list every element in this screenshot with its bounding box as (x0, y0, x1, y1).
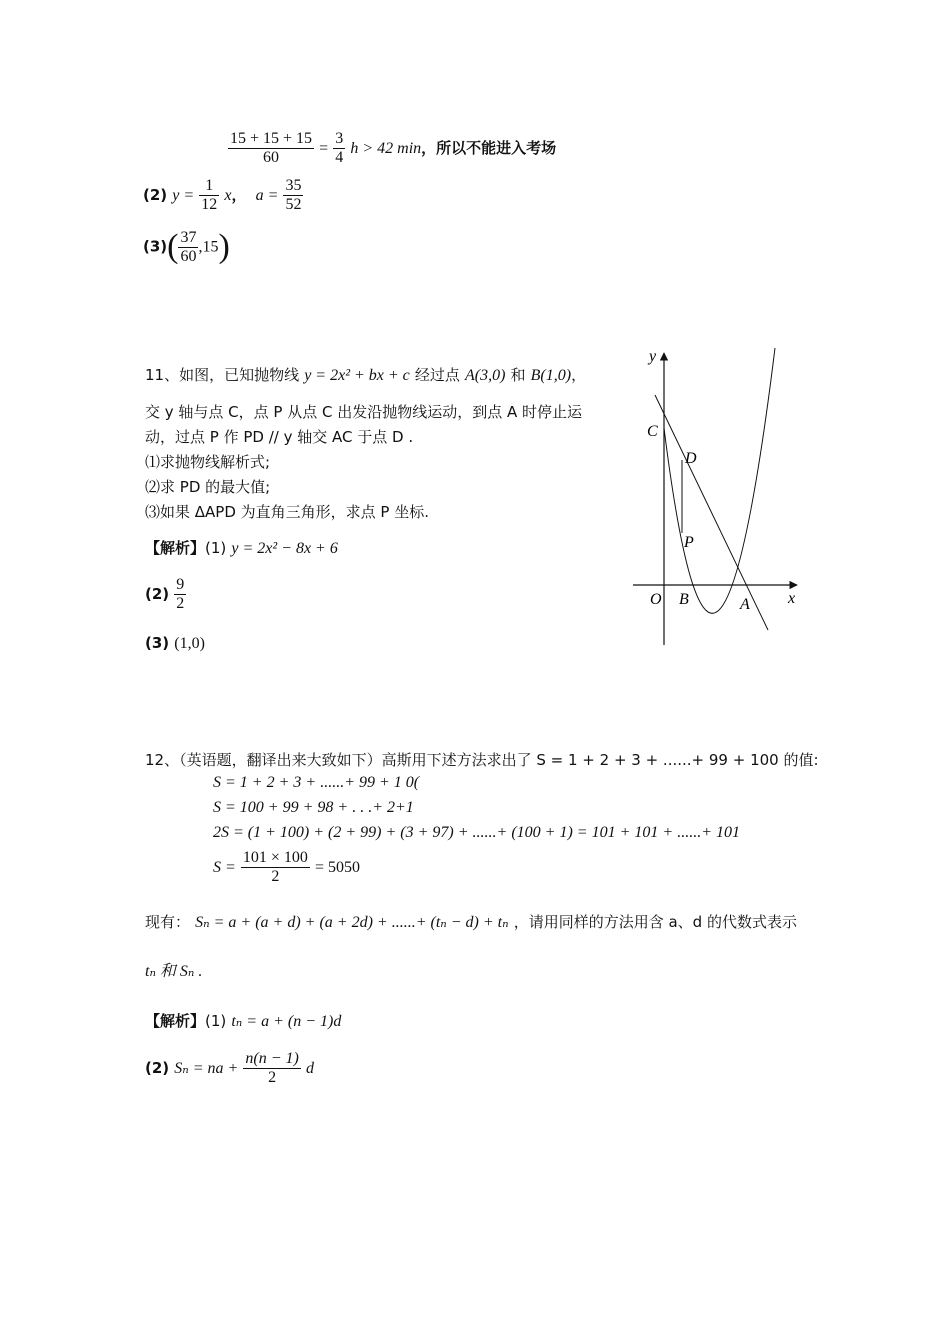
result: = 5050 (315, 859, 361, 876)
fraction (178, 229, 198, 266)
item-label: (2) (143, 186, 168, 204)
math-lhs: y = (172, 187, 195, 204)
q11-answer-3 (145, 633, 205, 653)
q12-eq-4 (213, 849, 360, 886)
q11-answer-1 (145, 537, 338, 558)
paren: ) (218, 228, 230, 265)
item-label: (2) (145, 585, 170, 603)
frac-denominator: 60 (180, 247, 197, 265)
label-o: O (650, 591, 662, 608)
q11-answer-2 (145, 576, 186, 613)
q12-answer-2 (145, 1050, 314, 1087)
comma: ， (231, 186, 247, 204)
fraction (174, 576, 186, 613)
item-label: (3) (145, 634, 170, 652)
frac-denominator: 2 (176, 595, 185, 612)
frac-numerator: 35 (285, 177, 302, 194)
q11-sub-1: ⑴求抛物线解析式; (145, 453, 271, 471)
math-text: ,15 (198, 238, 219, 256)
frac-numerator: 9 (176, 576, 185, 593)
math-var: x (224, 187, 232, 204)
top-line-1 (228, 130, 556, 167)
item-label: (1) (205, 539, 227, 557)
q11-line-2: 交 y 轴与点 C，点 P 从点 C 出发沿抛物线运动，到点 A 时停止运 (145, 403, 583, 421)
frac-denominator: 2 (271, 868, 280, 885)
frac-numerator: 15 + 15 + 15 (230, 130, 313, 147)
label-x: x (788, 590, 796, 607)
label-a: A (740, 596, 750, 613)
q12-eq-2: S = 100 + 99 + 98 + . . .+ 2+1 (213, 799, 414, 816)
frac-numerator: 1 (199, 177, 219, 196)
frac-denominator: 60 (263, 149, 280, 166)
text: 现有： (145, 913, 191, 931)
fraction (243, 1050, 300, 1087)
text: 和 (510, 366, 526, 384)
q12-eq-3: 2S = (1 + 100) + (2 + 99) + (3 + 97) + ......+ (100 + 1) = 101 + 101 + ......+ 101 (213, 824, 740, 841)
item-label: (2) (145, 1059, 170, 1077)
fraction (283, 177, 303, 214)
fraction (228, 130, 314, 167)
answer-label: 【解析】 (145, 1012, 206, 1030)
frac-denominator: 12 (201, 196, 218, 213)
math-lhs: S = (213, 859, 236, 876)
frac-numerator: 37 (180, 228, 197, 246)
series-expression: Sₙ = a + (a + d) + (a + 2d) + ......+ (tₙ − d) + tₙ (195, 914, 509, 931)
label-y: y (649, 348, 657, 365)
fraction (241, 849, 310, 886)
q12-intro (145, 749, 819, 770)
inequality: h > 42 min (350, 140, 422, 157)
answer-1: y = 2x² − 8x + 6 (231, 540, 338, 557)
top-line-2 (143, 177, 303, 214)
q11-line-1 (145, 364, 586, 385)
q11-prefix: 11、如图，已知抛物线 (145, 366, 300, 384)
math-var: d (305, 1060, 314, 1077)
fraction (199, 177, 219, 214)
label-p: P (684, 534, 694, 551)
q11-sub-2: ⑵求 PD 的最大值; (145, 478, 271, 496)
point-b: B(1,0) (530, 367, 572, 384)
q11-line-3: 动，过点 P 作 PD // y 轴交 AC 于点 D . (145, 428, 414, 446)
text: ， (571, 366, 587, 384)
equals: = (319, 140, 329, 157)
top-line-3 (143, 228, 230, 266)
math-lhs: a = (255, 187, 279, 204)
answer-label: 【解析】 (145, 539, 206, 557)
item-label: (3) (143, 237, 168, 256)
q12-now-line (145, 911, 797, 932)
frac-numerator: 3 (335, 130, 344, 147)
label-d: D (685, 450, 697, 467)
q11-sub-3: ⑶如果 ΔAPD 为直角三角形，求点 P 坐标. (145, 503, 430, 521)
frac-numerator: 101 × 100 (242, 849, 308, 866)
frac-denominator: 2 (268, 1069, 277, 1086)
q12-answer-1 (145, 1010, 341, 1031)
q12-intro-text: 12、（英语题，翻译出来大致如下）高斯用下述方法求出了 S = 1 + 2 + 3 + ......+ 99 + 100 的值: (145, 751, 819, 769)
frac-denominator: 52 (285, 196, 302, 213)
answer-3: (1,0) (174, 635, 205, 652)
answer-1: tₙ = a + (n − 1)d (231, 1013, 342, 1030)
label-c: C (647, 423, 658, 440)
text: ，请用同样的方法用含 a、d 的代数式表示 (513, 913, 797, 931)
parabola-graph (625, 345, 805, 655)
item-label: (1) (205, 1012, 227, 1030)
q12-eq-1: S = 1 + 2 + 3 + ......+ 99 + 1 0( (213, 774, 420, 791)
line-ac (655, 395, 768, 630)
paren: ( (167, 228, 179, 265)
frac-numerator: n(n − 1) (245, 1050, 299, 1067)
parabola-curve (664, 348, 775, 613)
label-b: B (679, 591, 689, 608)
text: 经过点 (414, 366, 460, 384)
math-lhs: Sₙ = na + (174, 1060, 239, 1077)
frac-denominator: 4 (335, 149, 344, 166)
conclusion-text: ，所以不能进入考场 (421, 139, 557, 157)
point-a: A(3,0) (464, 367, 506, 384)
q12-tn-line: tₙ 和 Sₙ . (145, 963, 203, 980)
q11-parabola: y = 2x² + bx + c (304, 367, 410, 384)
fraction (333, 130, 345, 167)
